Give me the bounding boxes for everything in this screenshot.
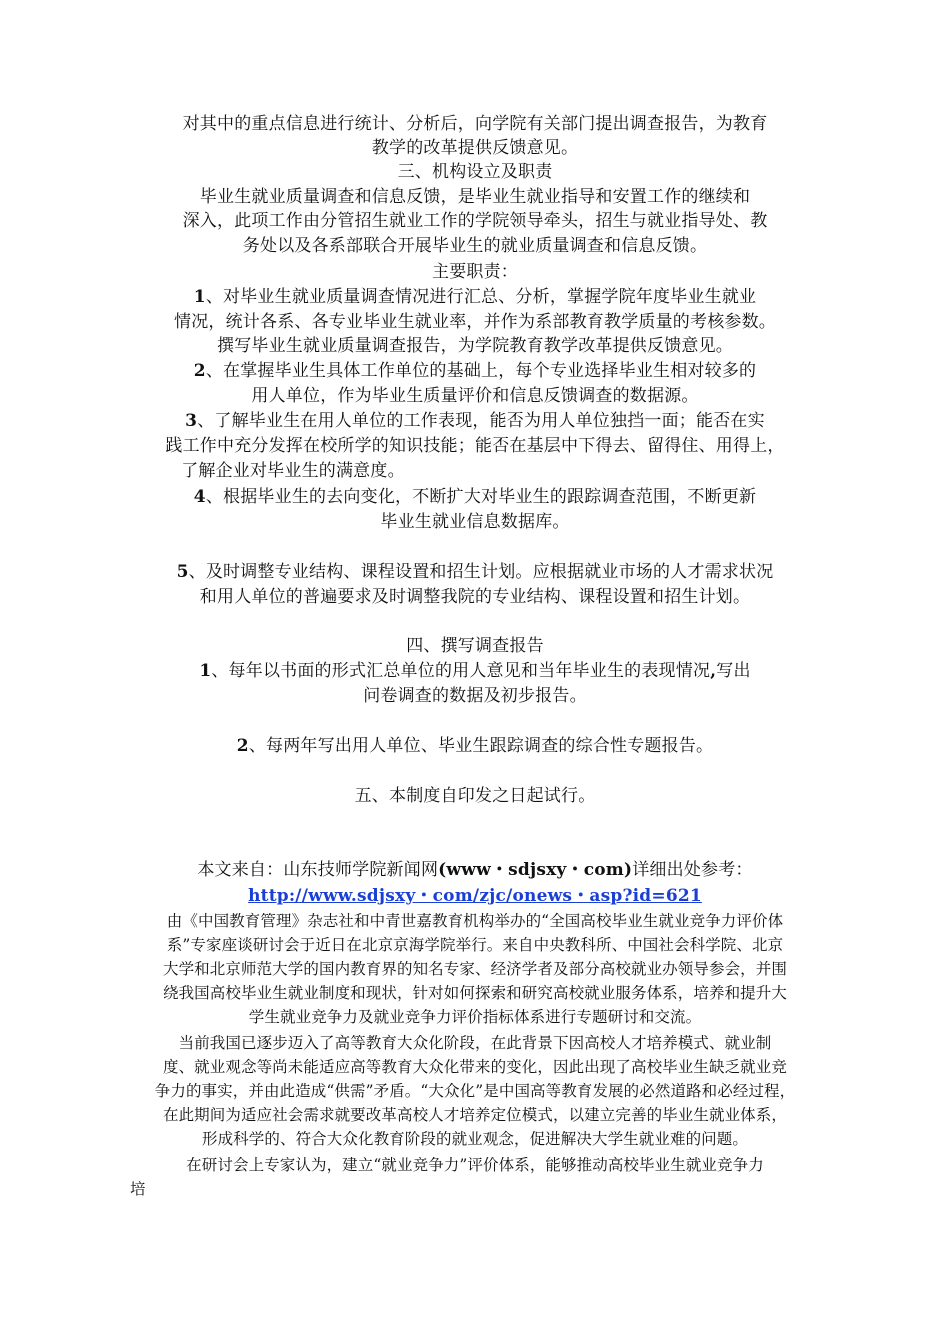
separator: 、 bbox=[197, 411, 215, 431]
separator: 、 bbox=[188, 562, 206, 582]
paragraph-line: 在此期间为适应社会需求就要改革高校人才培养定位模式，以建立完善的毕业生就业体系， bbox=[162, 1106, 787, 1124]
paragraph-line: 毕业生就业信息数据库。 bbox=[380, 512, 570, 532]
item-number: 1 bbox=[193, 287, 206, 307]
paragraph-line: 度、就业观念等尚未能适应高等教育大众化带来的变化，因此出现了高校毕业生缺乏就业竞 bbox=[162, 1058, 787, 1076]
source-url-link[interactable]: http://www.sdjsxy・com/zjc/onews・asp?id=621 bbox=[248, 886, 702, 906]
paragraph-line: 培 bbox=[130, 1180, 146, 1198]
duty-text: 根据毕业生的去向变化，不断扩大对毕业生的跟踪调查范围，不断更新 bbox=[223, 487, 757, 507]
paragraph-line: 大学和北京师范大学的国内教育界的知名专家、经济学者及部分高校就业办领导参会，并围 bbox=[162, 960, 787, 978]
source-line bbox=[0, 858, 950, 882]
item-number: 3 bbox=[185, 411, 198, 431]
paragraph-line: 形成科学的、符合大众化教育阶段的就业观念，促进解决大学生就业难的问题。 bbox=[201, 1130, 748, 1148]
item-number: 2 bbox=[236, 736, 249, 756]
duty-item-1 bbox=[0, 285, 950, 309]
section-heading: 三、机构设立及职责 bbox=[397, 162, 553, 182]
paragraph-line: 在研讨会上专家认为，建立“就业竞争力”评价体系，能够推动高校毕业生就业竞争力 bbox=[186, 1156, 764, 1174]
separator: 、 bbox=[211, 661, 229, 681]
item-number: 5 bbox=[176, 562, 189, 582]
paragraph-line: 务处以及各系部联合开展毕业生的就业质量调查和信息反馈。 bbox=[242, 236, 708, 256]
separator: 、 bbox=[205, 487, 224, 507]
paragraph-line: 绕我国高校毕业生就业制度和现状，针对如何探索和研究高校就业服务体系，培养和提升大 bbox=[162, 984, 787, 1002]
paragraph-line: 对其中的重点信息进行统计、分析后，向学院有关部门提出调查报告，为教育 bbox=[182, 114, 768, 134]
duty-text: 及时调整专业结构、课程设置和招生计划。应根据就业市场的人才需求状况 bbox=[205, 562, 774, 582]
paragraph-line: 教学的改革提供反馈意见。 bbox=[371, 138, 579, 158]
paragraph-line: 用人单位，作为毕业生质量评价和信息反馈调查的数据源。 bbox=[251, 386, 699, 406]
separator: 、 bbox=[248, 736, 267, 756]
paragraph-line: 当前我国已逐步迈入了高等教育大众化阶段，在此背景下因高校人才培养模式、就业制 bbox=[178, 1034, 772, 1052]
paragraph-line: 系”专家座谈研讨会于近日在北京京海学院举行。来自中央教科所、中国社会科学院、北京 bbox=[166, 936, 784, 954]
paragraph-line: 和用人单位的普遍要求及时调整我院的专业结构、课程设置和招生计划。 bbox=[199, 587, 751, 607]
paragraph-line: 毕业生就业质量调查和信息反馈，是毕业生就业指导和安置工作的继续和 bbox=[199, 187, 751, 207]
report-item-2 bbox=[0, 734, 950, 758]
paragraph-line: 争力的事实，并由此造成“供需”矛盾。“大众化”是中国高等教育发展的必然道路和必经过程， bbox=[154, 1082, 796, 1100]
paragraph-line: 了解企业对毕业生的满意度。 bbox=[181, 461, 405, 481]
duty-item-2 bbox=[0, 359, 950, 383]
item-number: 4 bbox=[193, 487, 206, 507]
source-label: 本文来自：山东技师学院新闻网 bbox=[197, 860, 439, 880]
section-heading: 四、撰写调查报告 bbox=[406, 636, 544, 656]
duty-item-4 bbox=[0, 485, 950, 509]
paragraph-line: 深入，此项工作由分管招生就业工作的学院领导牵头，招生与就业指导处、教 bbox=[182, 211, 768, 231]
duty-item-5 bbox=[0, 560, 950, 584]
section-heading: 五、本制度自印发之日起试行。 bbox=[354, 786, 596, 806]
report-text: 写出 bbox=[716, 661, 751, 681]
paragraph-line: 情况，统计各系、各专业毕业生就业率，并作为系部教育教学质量的考核参数。 bbox=[174, 312, 776, 332]
duty-text: 在掌握毕业生具体工作单位的基础上，每个专业选择毕业生相对较多的 bbox=[223, 361, 757, 381]
item-number: 2 bbox=[193, 361, 206, 381]
duty-text: 对毕业生就业质量调查情况进行汇总、分析，掌握学院年度毕业生就业 bbox=[223, 287, 757, 307]
paragraph-line: 撰写毕业生就业质量调查报告，为学院教育教学改革提供反馈意见。 bbox=[217, 336, 733, 356]
duty-item-3 bbox=[0, 409, 950, 433]
item-number: 1 bbox=[199, 661, 212, 681]
report-text: 每两年写出用人单位、毕业生跟踪调查的综合性专题报告。 bbox=[266, 736, 714, 756]
paragraph-line: 践工作中充分发挥在校所学的知识技能；能否在基层中下得去、留得住、用得上， bbox=[165, 436, 785, 456]
source-domain: (www・sdjsxy・com) bbox=[438, 860, 633, 880]
duty-text: 了解毕业生在用人单位的工作表现，能否为用人单位独挡一面；能否在实 bbox=[214, 411, 765, 431]
report-item-1 bbox=[0, 659, 950, 683]
subheading: 主要职责： bbox=[432, 262, 518, 282]
paragraph-line: 学生就业竞争力及就业竞争力评价指标体系进行专题研讨和交流。 bbox=[248, 1008, 702, 1026]
source-suffix: 详细出处参考： bbox=[632, 860, 753, 880]
report-text: 每年以书面的形式汇总单位的用人意见和当年毕业生的表现情况 bbox=[228, 661, 711, 681]
paragraph-line: 问卷调查的数据及初步报告。 bbox=[363, 686, 587, 706]
comma: , bbox=[710, 661, 717, 681]
separator: 、 bbox=[205, 287, 224, 307]
separator: 、 bbox=[205, 361, 224, 381]
paragraph-line: 由《中国教育管理》杂志社和中青世嘉教育机构举办的“全国高校毕业生就业竞争力评价体 bbox=[166, 912, 784, 930]
source-url-line bbox=[0, 884, 950, 908]
